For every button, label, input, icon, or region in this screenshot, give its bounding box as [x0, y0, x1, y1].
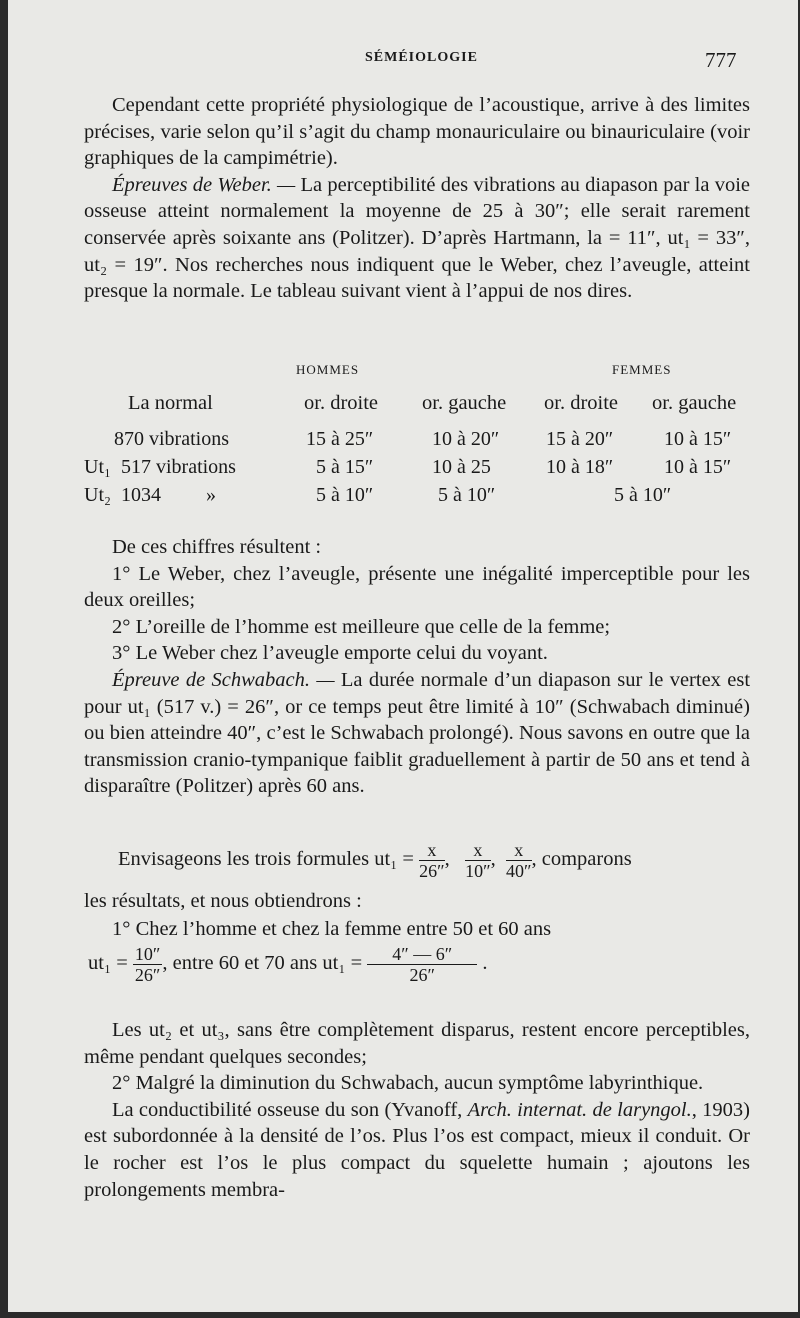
paragraph-last [84, 1097, 750, 1203]
table-cell: 5 à 10″ [614, 484, 672, 506]
journal-title: Arch. internat. de laryngol. [467, 1098, 692, 1121]
formula-lead: Envisageons les trois formules ut₁ = [118, 848, 414, 871]
denominator: 26″ [134, 965, 161, 985]
numerator: 4″ — 6″ [367, 944, 477, 965]
table-cell: 5 à 10″ [316, 484, 374, 506]
formula-end: . [482, 952, 488, 975]
paragraph-text: , 1903) est subordonnée à la densité de l’os. Plus l’os est compact, mieux il conduit. Or le rocher est l’os le plus compact du squelette humain ; ajoutons les prolongements membra- [84, 1098, 750, 1201]
group-header-hommes: HOMMES [296, 362, 360, 377]
table-row [84, 456, 754, 484]
formula-lead: ut₁ = [88, 952, 128, 975]
column-header: or. droite [544, 392, 619, 414]
row-label: Ut₁ 517 vibrations [84, 456, 236, 478]
row-label: Ut₂ 1034 » [84, 484, 216, 506]
fraction [419, 840, 445, 881]
numerator: x [465, 840, 491, 861]
result-item: 2° L’oreille de l’homme est meilleure que celle de la femme; [112, 615, 611, 638]
result-item: 3° Le Weber chez l’aveugle emporte celui du voyant. [112, 642, 548, 665]
table-cell: 10 à 20″ [432, 428, 500, 450]
table-cell: 10 à 15″ [664, 456, 732, 478]
formula-mid: , entre 60 et 70 ans ut₁ = [162, 952, 363, 975]
table-cell: 10 à 25 [432, 456, 491, 478]
paragraph-text: La perceptibilité des vibrations au diapason par la voie osseuse atteint normalement la moyenne de 25 à 30″; elle serait rarement conservée après soixante ans (Politzer). D’après Hartmann, la = 11″, ut₁ = 33″, ut₂ = 19″. Nos recherches nous indiquent que le Weber, chez l’aveugle, atteint presque la normale. Le tableau suivant vient à l’appui de nos dires. [84, 173, 750, 303]
group-header-femmes: FEMMES [612, 362, 672, 377]
denominator: 10″ [465, 861, 491, 881]
fraction [506, 840, 532, 881]
formula-block [84, 840, 754, 1010]
table-cell: 15 à 25″ [306, 428, 374, 450]
section-heading-weber: Épreuves de Weber. — [112, 173, 296, 196]
row-label: 870 vibrations [114, 428, 229, 450]
body-text-middle [84, 534, 750, 800]
table-row [84, 484, 754, 512]
table-cell: 5 à 10″ [438, 484, 496, 506]
formula-line-4 [88, 944, 488, 985]
body-text-top [84, 92, 750, 305]
formula-line-2: les résultats, et nous obtiendrons : [84, 890, 362, 912]
column-header: or. gauche [652, 392, 737, 414]
formula-tail: comparons [541, 848, 632, 871]
formula-line-3: 1° Chez l’homme et chez la femme entre 50 et 60 ans [112, 918, 552, 940]
denominator: 26″ [409, 965, 436, 985]
page-number: 777 [705, 48, 737, 72]
denominator: 40″ [506, 861, 532, 881]
page-header [8, 48, 798, 78]
numerator: x [419, 840, 445, 861]
running-title: SÉMÉIOLOGIE [365, 50, 478, 65]
fraction [367, 944, 477, 985]
numerator: 10″ [134, 944, 161, 964]
fraction [133, 944, 163, 985]
paragraph-weber [84, 172, 750, 305]
table-cell: 10 à 18″ [546, 456, 614, 478]
numerator: x [506, 840, 532, 861]
table-cell: 10 à 15″ [664, 428, 732, 450]
paragraph-text: La conductibilité osseuse du son (Yvanoff, [112, 1098, 463, 1121]
formula-line-1: Envisageons les trois formules ut₁ = $\frac{x}{26''}$ , $\frac{x}{10''}$ , $\frac{x}{40''}$ , comparons [118, 840, 632, 881]
paragraph-schwabach [84, 667, 750, 800]
section-heading-schwabach: Épreuve de Schwabach. — [112, 668, 335, 691]
fraction [465, 840, 491, 881]
table-cell: 15 à 20″ [546, 428, 614, 450]
column-header: or. gauche [422, 392, 507, 414]
table-row [84, 428, 754, 456]
column-header: or. droite [304, 392, 379, 414]
denominator: 26″ [419, 861, 445, 881]
column-header: La normal [128, 392, 213, 414]
paragraph-text: La durée normale d’un diapason sur le vertex est pour ut₁ (517 v.) = 26″, or ce temps peut être limité à 10″ (Schwabach diminué) ou bien atteindre 40″, c’est le Schwabach prolongé). Nous savons en outre que la transmission cranio-tympanique faiblit graduellement à partir de 50 ans et tend à disparaître (Politzer) après 60 ans. [84, 668, 751, 798]
results-intro: De ces chiffres résultent : [112, 536, 322, 558]
table-cell: 5 à 15″ [316, 456, 374, 478]
result-item: 1° Le Weber, chez l’aveugle, présente une inégalité imperceptible pour les deux oreilles; [84, 562, 750, 612]
paragraph: Les ut₂ et ut₃, sans être complètement disparus, restent encore perceptibles, même pendant quelques secondes; [84, 1019, 750, 1068]
paragraph: 2° Malgré la diminution du Schwabach, aucun symptôme labyrinthique. [112, 1072, 704, 1095]
book-page [8, 0, 798, 1312]
paragraph: Cependant cette propriété physiologique de l’acoustique, arrive à des limites précises, varie selon qu’il s’agit du champ monauriculaire ou binauriculaire (voir graphiques de la campimétrie). [84, 94, 750, 170]
body-text-bottom [84, 1017, 750, 1203]
